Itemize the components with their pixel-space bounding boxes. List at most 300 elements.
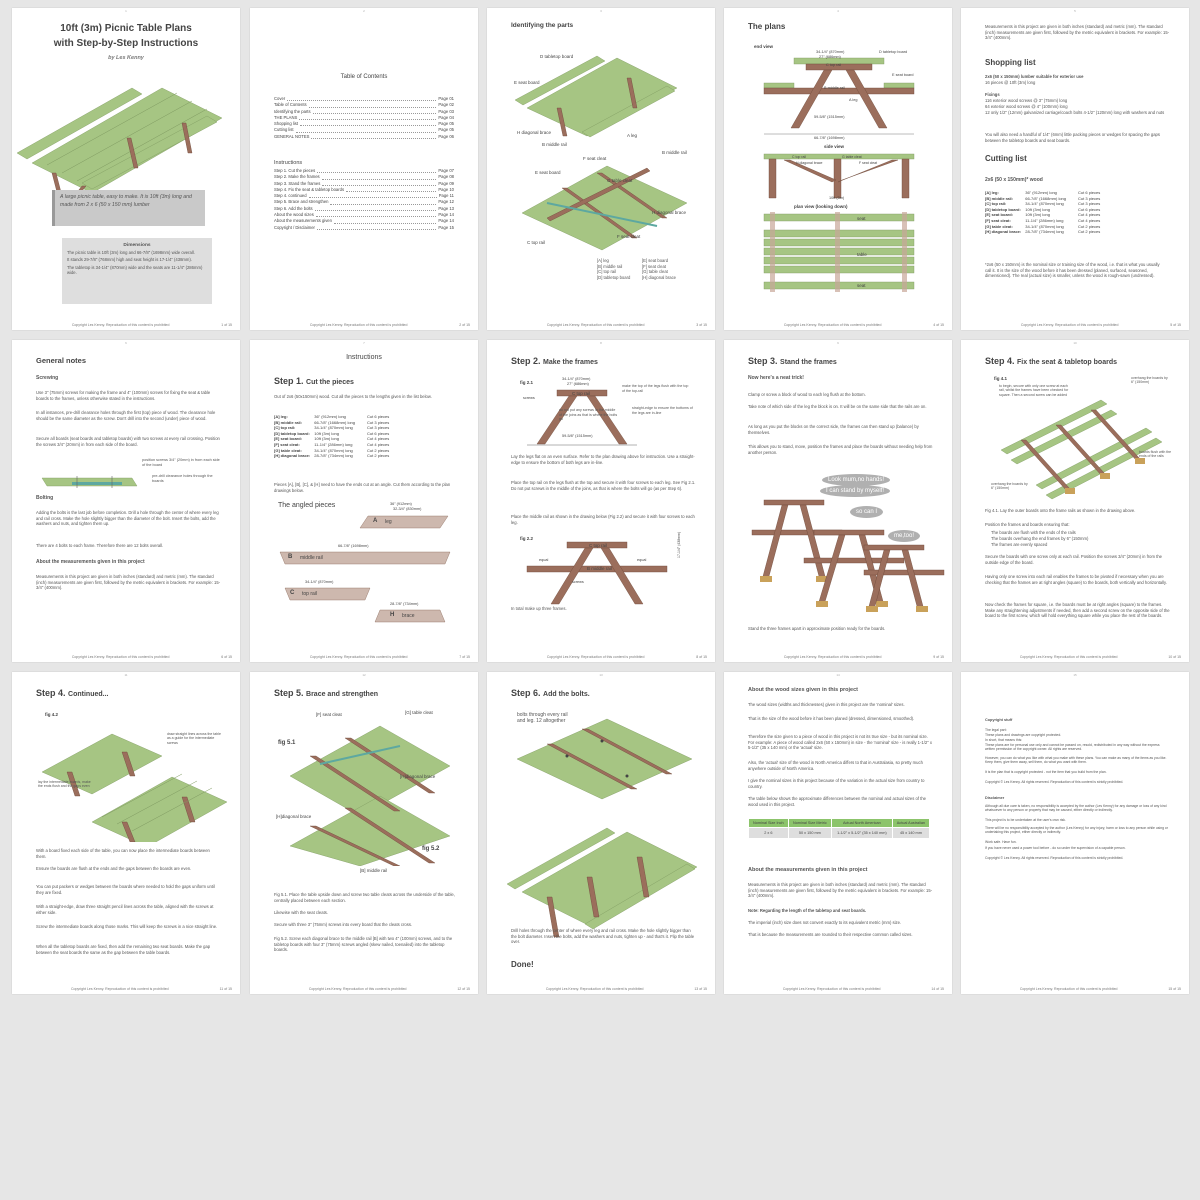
bolting-heading: Bolting bbox=[36, 495, 54, 501]
piece-a-letter: A bbox=[373, 518, 378, 524]
table-cell: [B] middle rail: bbox=[985, 195, 1014, 201]
table-cell: Cut 4 pieces bbox=[367, 436, 390, 442]
table-row bbox=[272, 442, 391, 448]
fixing-3: 12 only 1/2" (12mm) galvanized carriage/coach bolts 4-1/2" (120mm) long with washers and nuts bbox=[985, 110, 1165, 115]
step1-intro: Out of 2x6 (50x150mm) wood. Cut all the pieces to the lengths given in the list below. bbox=[274, 394, 432, 399]
toc-leader bbox=[300, 121, 436, 126]
table-cell: 11-1/4" (286mm) long bbox=[314, 441, 353, 447]
toc-entry-label: Step 4. continued bbox=[274, 193, 307, 199]
cutting-list-title: Cutting list bbox=[985, 154, 1027, 163]
side-view-drawing bbox=[724, 150, 952, 200]
plans-label-seat: E seat board bbox=[892, 73, 914, 77]
table-cell: [C] top rail: bbox=[985, 201, 1007, 207]
table-cell: [E] seat board: bbox=[274, 436, 303, 442]
toc-entry-page: Page 11 bbox=[438, 193, 454, 199]
copy-p6: It is the plan that is copyright protected - not the item that you build from the plan. bbox=[985, 770, 1107, 774]
page-step2[interactable] bbox=[487, 340, 715, 662]
dimensions-text-2: It stands 29-7/8" (768mm) high and seat height is 17-1/4" (438mm). bbox=[67, 257, 192, 263]
picnic-table-illustration bbox=[12, 68, 240, 198]
dimensions-text-1: The picnic table is 10ft (3m) long and 66-7/8" (1698mm) wide overall. bbox=[67, 250, 195, 255]
toc-entry-label: Identifying the parts bbox=[274, 108, 311, 114]
page-footer: Copyright Les Kenny. Reproduction of this content is prohibited 9 of 15 bbox=[783, 655, 944, 659]
table-row bbox=[983, 218, 1102, 224]
page-number: 7 bbox=[363, 341, 365, 345]
toc-leader bbox=[296, 127, 437, 132]
wood-size-table bbox=[748, 818, 930, 839]
dim-length: 10ft (3m) bbox=[829, 196, 845, 200]
table-cell: 34-1/4" (870mm) long bbox=[314, 447, 353, 453]
parts-label-6: E seat board bbox=[535, 170, 561, 175]
step5-label-b: [B] middle rail bbox=[360, 868, 388, 873]
copy-p2: These plans and drawings are copyright protected. bbox=[985, 733, 1062, 737]
step6-caption: bolts through every rail and leg. 12 altogether bbox=[517, 712, 568, 724]
toc-entry-page: Page 08 bbox=[438, 174, 454, 180]
toc-leader bbox=[311, 134, 436, 139]
piece-c-label: top rail bbox=[302, 591, 318, 597]
table-cell: [C] top rail: bbox=[274, 425, 296, 431]
step4-caption-4: overhang the boards by 6" (150mm) bbox=[991, 482, 1028, 491]
table-cell: Cut 6 pieces bbox=[1078, 206, 1101, 212]
table-cell: 66-7/8" (1668mm) long bbox=[1025, 195, 1067, 201]
toc-entry-page: Page 14 bbox=[438, 218, 454, 224]
step3-lead: Now here's a neat trick! bbox=[748, 375, 804, 381]
page-footer: Copyright Les Kenny. Reproduction of this content is prohibited 15 of 15 bbox=[1019, 987, 1181, 991]
page-footer: Copyright Les Kenny. Reproduction of this content is prohibited 6 of 15 bbox=[71, 655, 232, 659]
step3-p4: This allows you to stand, move, position the frames and place the boards without needing help from another person. bbox=[748, 444, 933, 455]
wood-p1: The wood sizes (widths and thicknesses) given in this project are the 'nominal' sizes. bbox=[748, 702, 905, 707]
step3-p3: As long as you put the blocks on the correct side, the frames can then stand up (balance) by themselves. bbox=[748, 424, 919, 435]
step4b-p6: When all the tabletop boards are fixed, then add the remaining two seat boards. Make the gap between the seat boards the same as the gap between the table boards. bbox=[36, 944, 211, 955]
toc-leader bbox=[317, 225, 436, 230]
table-cell: 10ft (3m) long bbox=[314, 430, 339, 436]
page-footer: Copyright Les Kenny. Reproduction of this content is prohibited 14 of 15 bbox=[782, 987, 944, 991]
plan-view-label: plan view (looking down) bbox=[794, 204, 848, 209]
parts-label-11: F seat cleat bbox=[617, 234, 641, 239]
step6-title: Step 6. Add the bolts. bbox=[511, 688, 590, 698]
copy-p9: This project is to be undertaken at the user's own risk. bbox=[985, 818, 1066, 822]
table-cell: Cut 4 pieces bbox=[1078, 217, 1101, 223]
lumber-qty: 16 pieces @ 10ft (3m) long bbox=[985, 80, 1036, 85]
page-number: 2 bbox=[363, 9, 365, 13]
legend-item: [A] leg bbox=[597, 258, 609, 263]
page-number: 12 bbox=[362, 673, 366, 677]
plan-table: table bbox=[857, 252, 867, 257]
page-step4[interactable] bbox=[961, 340, 1189, 662]
table-cell: Cut 2 pieces bbox=[367, 453, 390, 459]
page-step5[interactable] bbox=[250, 672, 478, 994]
plans-label-middlerail: B middle rail bbox=[824, 86, 845, 90]
page-wood-sizes[interactable] bbox=[724, 672, 952, 994]
shopping-title: Shopping list bbox=[985, 58, 1036, 67]
parts-legend-right bbox=[642, 258, 676, 280]
page-step3[interactable] bbox=[724, 340, 952, 662]
wood-note-head: Note: Regarding the length of the tabletop and seat boards. bbox=[748, 908, 867, 913]
step2-b-mid: B middle rail bbox=[587, 566, 612, 571]
toc-entry-label: Cover bbox=[274, 96, 286, 101]
step2-c-top: C top rail bbox=[572, 391, 591, 396]
underside-bolts-drawing bbox=[487, 714, 715, 804]
plans-label-tabletop: D tabletop board bbox=[879, 50, 908, 54]
plan-seat-top: seat bbox=[857, 216, 866, 221]
step1-title: Step 1. Cut the pieces bbox=[274, 376, 354, 386]
step3-p5: Stand the three frames apart in approximate position ready for the boards. bbox=[748, 626, 886, 631]
step5-label-g: [G] table cleat bbox=[405, 710, 433, 715]
page-step4-continued[interactable] bbox=[12, 672, 240, 994]
page-number: 1 bbox=[125, 9, 127, 13]
step3-p1: Clamp or screw a block of wood to each leg flush at the bottom. bbox=[748, 392, 866, 397]
toc-steps-list bbox=[274, 168, 454, 231]
speech-bubble-4: me,too! bbox=[888, 530, 920, 542]
copy-p11: Work safe. Have fun. bbox=[985, 840, 1017, 844]
toc-entry-page: Page 07 bbox=[438, 168, 454, 173]
toc-entry-label: Shopping list bbox=[274, 121, 298, 127]
piece-h-letter: H bbox=[390, 612, 395, 618]
fixing-1: 116 exterior wood screws @ 3" (75mm) long bbox=[985, 98, 1068, 103]
page-footer: Copyright Les Kenny. Reproduction of this content is prohibited 13 of 15 bbox=[545, 987, 707, 991]
wood-sizes-title: About the wood sizes given in this project bbox=[748, 687, 859, 693]
step2-note3: do not put any screws in the middle of the joins as that is where the bolts go bbox=[559, 408, 618, 421]
table-cell: [B] middle rail: bbox=[274, 419, 303, 425]
lumber-heading: 2x6 (50 x 150mm) lumber suitable for exterior use bbox=[985, 74, 1084, 79]
legend-item: [G] table cleat bbox=[642, 269, 668, 275]
toc-list bbox=[274, 96, 454, 140]
step4-p3: Secure the boards with one screw only at each rail. Position the screws 3/4" (20mm) in from the outside edge of the board. bbox=[985, 554, 1162, 565]
wood-p7: Measurements in this project are given in both inches (standard) and metric (mm). The standard (inch) measurements are given first, followed by the metric equivalent in brackets. For example: 15-3/4" (400mm). bbox=[748, 882, 933, 899]
step5-label-h1: [H]diagonal brace bbox=[400, 774, 436, 779]
table-cell: Cut 3 pieces bbox=[1078, 195, 1101, 201]
toc-leader bbox=[309, 193, 437, 198]
instructions-title: Instructions bbox=[346, 354, 382, 361]
page-footer: Copyright Les Kenny. Reproduction of this content is prohibited 2 of 15 bbox=[309, 323, 470, 327]
end-view-label: end view bbox=[754, 44, 774, 49]
step6-done: Done! bbox=[511, 960, 534, 969]
step4-bullet-3: The frames are evenly spaced bbox=[991, 542, 1048, 547]
step4-p1: Fig 4.1. Lay the outer boards onto the frame rails as shown in the drawing above. bbox=[985, 508, 1136, 513]
table-cell: 66-7/8" (1668mm) long bbox=[314, 419, 356, 425]
dimensions-box bbox=[62, 238, 212, 304]
table-cell: [G] table cleat: bbox=[985, 223, 1013, 229]
parts-label-8: G table cleat bbox=[607, 178, 633, 183]
step1-cut-table bbox=[272, 414, 391, 459]
table-cell: Cut 6 pieces bbox=[1078, 190, 1101, 195]
cover-title-line2: with Step-by-Step Instructions bbox=[53, 38, 199, 49]
page-number: 15 bbox=[1073, 673, 1077, 677]
step4b-p2: Ensure the boards are flush at the ends and the gaps between the boards are even. bbox=[36, 866, 192, 871]
legend-item: [C] top rail bbox=[597, 269, 617, 275]
cover-author: by Les Kenny bbox=[108, 55, 144, 61]
dim-h: 28-7/8" (734mm) bbox=[390, 602, 419, 606]
parts-label-1: D tabletop board bbox=[540, 54, 574, 59]
parts-diagram-upright bbox=[487, 48, 715, 138]
toc-leader bbox=[315, 206, 437, 211]
step4b-caption-2: lay the intermediate boards, make the ends flush and the gaps even bbox=[38, 780, 91, 789]
step3-p2: Take note of which side of the leg the block is on. It will be on the same side that the rails are on. bbox=[748, 404, 927, 409]
piece-b-letter: B bbox=[288, 554, 293, 560]
page-footer: Copyright Les Kenny. Reproduction of this content is prohibited 5 of 15 bbox=[1020, 323, 1181, 327]
parts-label-5: A leg bbox=[627, 133, 638, 138]
page-table-of-contents[interactable] bbox=[250, 8, 478, 330]
dim-a1: 36" (912mm) bbox=[390, 502, 412, 506]
page-number: 9 bbox=[837, 341, 839, 345]
page-number: 8 bbox=[600, 341, 602, 345]
table-cell: 10ft (3m) long bbox=[1025, 206, 1050, 212]
toc-entry-page: Page 10 bbox=[438, 186, 454, 192]
copy-p1: The legal part: bbox=[985, 728, 1007, 732]
copy-p8: Although all due care is taken, no responsibility is accepted by the author (Les Kenny) for any damage or loss of any kind whatsoever to any person or property that may be caused, either directly or indirectly. bbox=[985, 804, 1167, 813]
copy-p3: In short, that means this: bbox=[985, 738, 1023, 742]
step4b-p1: With a board fixed each side of the table, you can now place the intermediate boards between them. bbox=[36, 848, 210, 859]
td-nominal-metric: 50 x 150 mm bbox=[788, 828, 831, 839]
page-copyright[interactable] bbox=[961, 672, 1189, 994]
table-cell: Cut 6 pieces bbox=[367, 430, 390, 436]
disclaimer-heading: Disclaimer bbox=[985, 796, 1005, 800]
table-cell: [D] tabletop board: bbox=[274, 430, 310, 436]
step4-caption-3: boards flush with the ends of the rails bbox=[1139, 450, 1172, 459]
wood-p6: The table below shows the approximate differences between the nominal and actual sizes of the wood used in this project. bbox=[748, 796, 926, 807]
step4-caption-2: overhang the boards by 6" (150mm) bbox=[1131, 376, 1168, 385]
step2-c-top2: C top rail bbox=[589, 543, 608, 548]
copy-p10: There will be no responsibility accepted by the author (Les Kenny) for any injury, harm or loss to any person while using or undertaking this project, either directly or indirectly. bbox=[985, 826, 1168, 835]
legend-item: [H] diagonal brace bbox=[642, 274, 676, 280]
step4-p2: Position the frames and boards ensuring that: bbox=[985, 522, 1070, 527]
page-step6[interactable] bbox=[487, 672, 715, 994]
fig-5-1-label: fig 5.1 bbox=[278, 740, 296, 746]
table-cell: 34-1/4" (870mm) long bbox=[1025, 223, 1064, 229]
table-cell: [A] leg: bbox=[985, 190, 999, 195]
step3-title: Step 3. Stand the frames bbox=[748, 356, 837, 366]
toc-row[interactable] bbox=[274, 225, 454, 231]
dim-overall: 66-7/8" (1698mm) bbox=[814, 136, 845, 140]
toc-entry-label: Cutting list bbox=[274, 127, 294, 133]
table-row bbox=[983, 201, 1102, 207]
table-cell: Cut 3 pieces bbox=[1078, 201, 1101, 207]
table-cell: [F] seat cleat: bbox=[274, 441, 300, 447]
cover-title-line1: 10ft (3m) Picnic Table Plans bbox=[60, 23, 192, 34]
page-number: 4 bbox=[837, 9, 839, 13]
toc-entry-page: Page 03 bbox=[438, 108, 454, 114]
toc-leader bbox=[309, 102, 437, 107]
step5-p2: Likewise with the seat cleats. bbox=[274, 910, 328, 915]
toc-leader bbox=[299, 115, 436, 120]
table-cell: 34-1/4" (870mm) long bbox=[1025, 201, 1064, 207]
fig-5-2-label: fig 5.2 bbox=[422, 846, 440, 852]
table-cell: Cut 4 pieces bbox=[367, 441, 390, 447]
step4b-caption-1: draw straight lines across the table as a guide for the intermediate screws bbox=[167, 732, 221, 745]
plans-side-toprail: C top rail bbox=[792, 155, 807, 159]
shopping-note: You will also need a handful of 1/4" (6mm) little packing pieces or wedges for spacing the gaps between the tabletop boards and seat boards. bbox=[985, 132, 1160, 143]
page-shopping-list[interactable] bbox=[961, 8, 1189, 330]
table-cell: [H] diagonal brace: bbox=[274, 453, 311, 459]
plans-side-tablecleat: G table cleat bbox=[842, 155, 862, 159]
page-footer: Copyright Les Kenny. Reproduction of this content is prohibited 10 of 15 bbox=[1019, 655, 1181, 659]
step2-equal1: equal bbox=[539, 558, 549, 562]
step2-p4: In total make up three frames. bbox=[511, 606, 567, 611]
angled-pieces-title: The angled pieces bbox=[278, 502, 336, 509]
page-number: 13 bbox=[599, 673, 603, 677]
page-footer: Copyright Les Kenny. Reproduction of this content is prohibited 7 of 15 bbox=[309, 655, 470, 659]
page-footer: Copyright Les Kenny. Reproduction of this content is prohibited 12 of 15 bbox=[308, 987, 470, 991]
step2-p3: Place the middle rail as shown in the drawing below (Fig 2.2) and secure it with four screws to each leg. bbox=[511, 514, 695, 525]
toc-title: Table of Contents bbox=[340, 74, 388, 80]
page-cover[interactable] bbox=[12, 8, 240, 330]
parts-label-12: B middle rail bbox=[662, 150, 687, 155]
table-cell: [H] diagonal brace: bbox=[985, 229, 1022, 235]
copy-p12: If you have never used a power tool before - do so under the supervision of a capable person. bbox=[985, 846, 1126, 850]
toc-entry-label: Table of Contents bbox=[274, 102, 307, 108]
toc-leader bbox=[316, 212, 437, 217]
th-nominal-metric: Nominal Size Metric bbox=[788, 819, 831, 828]
step2-dim2: 27" (686mm) bbox=[567, 382, 589, 386]
toc-entry-label: Step 5. Brace and strengthen bbox=[274, 199, 329, 205]
dim-a2: 32-3/4" (830mm) bbox=[393, 507, 422, 511]
measurements-intro: Measurements in this project are given in both inches (standard) and metric (mm). The standard (inch) measurements are given first, followed by the metric equivalent in brackets. For example: 15-3/4" (400mm). bbox=[985, 24, 1170, 41]
piece-b-label: middle rail bbox=[300, 555, 323, 561]
copyright-heading: Copyright stuff bbox=[985, 718, 1013, 722]
step2-screws2: screws bbox=[572, 580, 584, 584]
plans-side-brace: H diagonal brace bbox=[796, 161, 823, 165]
table-cell: [G] table cleat: bbox=[274, 447, 302, 453]
wood-p5: I give the nominal sizes in this project because of the variation in the actual size from country to country. bbox=[748, 778, 925, 789]
table-cell: Cut 2 pieces bbox=[1078, 229, 1101, 235]
general-p4: Adding the bolts is the last job before completion. Drill a hole through the center of where every leg and rail cross. Make the hole slightly bigger than the diameter of the bolt. Insert the bolts, add the washers and nuts, and tighten them up. bbox=[36, 510, 219, 527]
table-cell: 11-1/4" (286mm) long bbox=[1025, 217, 1064, 223]
table-row bbox=[272, 453, 391, 459]
table-cell: Cut 2 pieces bbox=[1078, 223, 1101, 229]
toc-instructions-title: Instructions bbox=[274, 160, 303, 166]
legend-item: [B] middle rail bbox=[597, 263, 623, 269]
toc-entry-label: Step 3. Stand the frames bbox=[274, 180, 321, 186]
step4-title: Step 4. Fix the seat & tabletop boards bbox=[985, 356, 1117, 366]
step4-caption-1: to begin, secure with only one screw at each rail, whilst the frames have been checked for square. Then a second screw can be added bbox=[999, 384, 1069, 397]
legend-item: [F] seat cleat bbox=[642, 263, 666, 269]
parts-legend-left bbox=[597, 258, 630, 280]
td-nominal-inch: 2 x 6 bbox=[749, 828, 789, 839]
toc-entry-label: About the measurements given bbox=[274, 218, 332, 224]
step5-label-f: [F] seat cleat bbox=[316, 712, 342, 717]
toc-entry-page: Page 09 bbox=[438, 180, 454, 186]
toc-leader bbox=[322, 181, 436, 186]
page-number: 3 bbox=[600, 9, 602, 13]
toc-entry-label: About the wood sizes bbox=[274, 212, 314, 218]
general-p6: Measurements in this project are given in both inches (standard) and metric (mm). The standard (inch) measurements are given first, followed by the metric equivalent in brackets. For example: 15-3/4" (400mm). bbox=[36, 574, 221, 591]
dim-bottom: 59-5/8" (1515mm) bbox=[814, 115, 845, 119]
toc-entry-label: Copyright / Disclaimer bbox=[274, 224, 315, 230]
step2-p1: Lay the legs flat on an even surface. Refer to the plan drawing above for instruction. Use a straight-edge to ensure the bottom of both legs are in-line. bbox=[511, 454, 695, 465]
table-cell: 36" (912mm) long bbox=[314, 414, 346, 419]
page-number: 6 bbox=[125, 341, 127, 345]
speech-bubble-1: Look mum,no hands! bbox=[822, 474, 890, 486]
step4-p4: Having only one screw into each rail enables the frames to be pivoted if necessary when you are checking that the frames are at right angles (square) to the boards, both vertically and horizontally. bbox=[985, 574, 1167, 585]
about-measurements-heading: About the measurements given in this project bbox=[36, 559, 145, 565]
fig-2-1-label: fig 2.1 bbox=[520, 380, 534, 385]
step2-p2: Place the top rail on the legs flush at the top and secure it with four screws to each leg. See Fig 2.1. Do not put screws in the middle of the joins, as that is where the bolts will go (as per Step 6). bbox=[511, 480, 696, 491]
legend-item: [E] seat board bbox=[642, 258, 669, 263]
table-cell: 28-7/8" (734mm) long bbox=[314, 453, 353, 459]
step4b-title: Step 4. Continued... bbox=[36, 688, 109, 698]
table-cell: 10ft (3m) long bbox=[1025, 212, 1050, 218]
screw-fig-note-2: pre-drill clearance holes through the boards bbox=[152, 474, 213, 483]
page-number: 14 bbox=[836, 673, 840, 677]
plans-label-toprail: C top rail bbox=[826, 63, 842, 67]
cover-description-box bbox=[52, 190, 205, 226]
speech-bubble-3: so can I bbox=[850, 506, 883, 518]
parts-diagram-underside bbox=[487, 148, 715, 258]
page-the-plans[interactable] bbox=[724, 8, 952, 330]
td-actual-na: 1-1/2" x 5-1/2" (35 x 140 mm) bbox=[831, 828, 892, 839]
table-cell: [D] tabletop board: bbox=[985, 206, 1021, 212]
fixings-heading: Fixings bbox=[985, 92, 1000, 97]
page-footer: Copyright Les Kenny. Reproduction of this content is prohibited 1 of 15 bbox=[71, 323, 232, 327]
copy-p4: These plans are for personal use only and cannot be passed on, resold, redistributed in any way without the express written permission of the copyright owner. All rights are reserved. bbox=[985, 743, 1160, 752]
wood-p9: That is because the measurements are rounded to their respective common called sizes. bbox=[748, 932, 913, 937]
parts-label-2: E seat board bbox=[514, 80, 540, 85]
page-footer: Copyright Les Kenny. Reproduction of this content is prohibited 4 of 15 bbox=[783, 323, 944, 327]
toc-leader bbox=[322, 174, 437, 179]
general-p1: Use 3" (75mm) screws for making the frame and 4" (100mm) screws for fixing the seat & table boards to the frames, unless otherwise stated in the instructions. bbox=[36, 390, 211, 401]
toc-leader bbox=[313, 109, 437, 114]
dim-top: 34-1/4" (870mm) bbox=[816, 50, 845, 54]
page-instructions-step1[interactable] bbox=[250, 340, 478, 662]
toc-row[interactable] bbox=[274, 134, 454, 140]
copy-p5: However, you can do what you like with what you make with these plans. You can make as many of the items as you like. Keep them, give them away, sell them, do what you want with them. bbox=[985, 756, 1167, 765]
step6-p1: Drill holes through the center of where every leg and rail cross. Make the hole slightly bigger than the bolt diameter. Insert the bolts, add the washers and nuts, tighten up - and that's it. Flip the table over. bbox=[511, 928, 695, 945]
dim-c: 34-1/4" (870mm) bbox=[305, 580, 334, 584]
step5-p4: Fig 5.2. Screw each diagonal brace to the middle rail [B] with two 4" (100mm) screws, and to the tabletop boards with four 3" (75mm) screws angled (skew nailed, toenailed) into the tabletop boards. bbox=[274, 936, 453, 953]
step2-note1: make the top of the legs flush with the top of the top-rail bbox=[622, 384, 689, 393]
table-cell: Cut 2 pieces bbox=[367, 447, 390, 453]
dimensions-title: Dimensions bbox=[123, 243, 151, 248]
td-actual-au: 45 x 140 mm bbox=[892, 828, 929, 839]
toc-entry-label: Step 1. Cut the pieces bbox=[274, 168, 316, 173]
screwing-heading: Screwing bbox=[36, 375, 59, 381]
table-cell: 10ft (3m) long bbox=[314, 436, 339, 442]
cutting-list-table bbox=[983, 190, 1102, 235]
piece-a-label: leg bbox=[385, 519, 392, 525]
screw-fig-note-1: position screws 3/4" (20mm) in from each side of the board bbox=[142, 458, 220, 467]
table-cell: 28-7/8" (734mm) long bbox=[1025, 229, 1064, 235]
toc-entry-label: Step 6. Add the bolts bbox=[274, 205, 313, 211]
wood-p4: Also, the 'actual' size of the wood in North America differs to that in Australasia, so pretty much anywhere outside of North America. bbox=[748, 760, 923, 771]
wood-p2: That is the size of the wood before it has been planed (dressed, dimensioned, smoothed). bbox=[748, 716, 915, 721]
speech-bubble-2: I can stand by myself! bbox=[820, 485, 890, 497]
toc-entry-page: Page 14 bbox=[438, 212, 454, 218]
page-footer: Copyright Les Kenny. Reproduction of this content is prohibited 8 of 15 bbox=[546, 655, 707, 659]
page-number: 5 bbox=[1074, 9, 1076, 13]
page-general-notes[interactable] bbox=[12, 340, 240, 662]
page-identifying-parts[interactable] bbox=[487, 8, 715, 330]
toc-entry-page: Page 05 bbox=[438, 121, 454, 127]
toc-entry-label: Step 2. Make the frames bbox=[274, 174, 320, 180]
step4-bullet-2: The boards overhang the end frames by 6" (150mm) bbox=[991, 536, 1089, 541]
page-number: 11 bbox=[124, 673, 128, 677]
step2-dim1: 34-1/4" (870mm) bbox=[562, 377, 591, 381]
end-view-drawing bbox=[724, 48, 952, 138]
copy-p13: Copyright © Les Kenny. All rights reserved. Reproduction of this content is strictly prohibited. bbox=[985, 856, 1124, 860]
plans-side-seatcleat: F seat cleat bbox=[859, 161, 878, 165]
step2-note2: straight-edge to ensure the bottoms of the legs are in-line bbox=[632, 406, 693, 415]
toc-entry-label: THE PLANS bbox=[274, 114, 298, 120]
step5-p1: Fig 5.1. Place the table upside down and screw two table cleats across the underside of the table, centrally placed between each section. bbox=[274, 892, 455, 903]
table-cell: 36" (912mm) long bbox=[1025, 190, 1057, 195]
general-p5: There are 4 bolts to each frame. Therefore there are 12 bolts overall. bbox=[36, 543, 164, 548]
step4b-p3: You can put packers or wedges between the boards where needed to hold the gaps uniform until they are fixed. bbox=[36, 884, 215, 895]
dim-b: 66-7/8" (1698mm) bbox=[338, 544, 369, 548]
step2-dim4: 17-1/4" (438mm) bbox=[677, 531, 681, 558]
step4b-p5: Screw the intermediate boards along those marks. This will keep the screws in a nice straight line. bbox=[36, 924, 218, 929]
toc-entry-page: Page 04 bbox=[438, 114, 454, 120]
wood-p3: Therefore the size given to a piece of wood in this project is not its true size - but its nominal size. For example: A piece of wood called 2x6 (50 x 150mm) in size - the 'nominal' size - is really 1-1/2" x 5-1/2" (35 x 140 mm) or the 'actual' size. bbox=[748, 734, 932, 751]
wood-p8: The imperial (inch) size does not convert exactly to its equivalent metric (mm) size. bbox=[748, 920, 902, 925]
